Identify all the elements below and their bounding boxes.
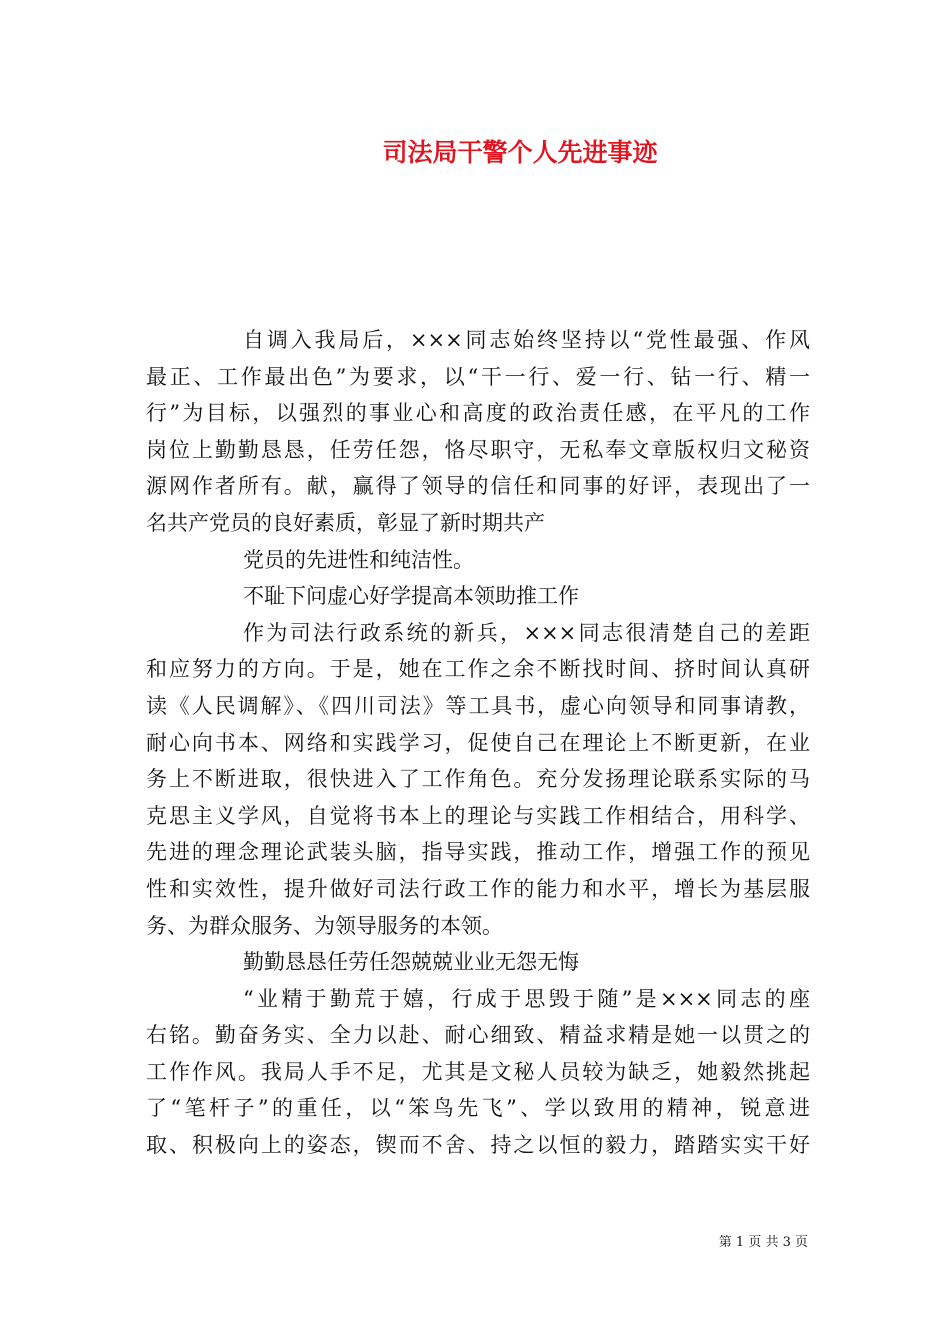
text-line: 右铭。勤奋务实、全力以赴、耐心细致、精益求精是她一以贯之的 bbox=[146, 1023, 810, 1048]
text-line: 克思主义学风，自觉将书本上的理论与实践工作相结合，用科学、 bbox=[146, 803, 810, 828]
text-line: 党员的先进性和纯洁性。 bbox=[243, 547, 474, 572]
text-line: 自调入我局后，×××同志始终坚持以“党性最强、作风 bbox=[243, 328, 810, 352]
text-line: 勤勤恳恳任劳任怨兢兢业业无怨无悔 bbox=[243, 950, 579, 975]
text-line: 读《人民调解》、《四川司法》等工具书，虚心向领导和同事请教， bbox=[146, 693, 810, 718]
text-line: 先进的理念理论武装头脑，指导实践，推动工作，增强工作的预见 bbox=[146, 840, 810, 865]
text-line: 最正、工作最出色”为要求，以“干一行、爱一行、钻一行、精一 bbox=[146, 364, 810, 389]
text-line: 和应努力的方向。于是，她在工作之余不断找时间、挤时间认真研 bbox=[146, 657, 810, 682]
text-line: “业精于勤荒于嬉，行成于思毁于随”是×××同志的座 bbox=[243, 986, 810, 1011]
text-line: 取、积极向上的姿态，锲而不舍、持之以恒的毅力，踏踏实实干好 bbox=[146, 1133, 810, 1158]
text-line: 耐心向书本、网络和实践学习，促使自己在理论上不断更新，在业 bbox=[146, 730, 810, 755]
text-line: 作为司法行政系统的新兵，×××同志很清楚自己的差距 bbox=[243, 620, 810, 645]
document-body bbox=[146, 322, 810, 1164]
text-line: 工作作风。我局人手不足，尤其是文秘人员较为缺乏，她毅然挑起 bbox=[146, 1059, 810, 1084]
page-footer: 第 1 页 共 3 页 bbox=[718, 1235, 808, 1250]
text-line: 源网作者所有。献，赢得了领导的信任和同事的好评，表现出了一 bbox=[146, 474, 810, 499]
text-line: 务、为群众服务、为领导服务的本领。 bbox=[146, 913, 503, 938]
text-line: 名共产党员的良好素质，彰显了新时期共产 bbox=[146, 510, 545, 535]
text-line: 岗位上勤勤恳恳，任劳任怨，恪尽职守，无私奉文章版权归文秘资 bbox=[146, 437, 810, 462]
text-line: 务上不断进取，很快进入了工作角色。充分发扬理论联系实际的马 bbox=[146, 767, 810, 792]
document-title: 司法局干警个人先进事迹 bbox=[382, 138, 658, 167]
text-line: 不耻下问虚心好学提高本领助推工作 bbox=[243, 584, 579, 609]
text-line: 了“笔杆子”的重任，以“笨鸟先飞”、学以致用的精神，锐意进 bbox=[146, 1096, 810, 1121]
text-line: 性和实效性，提升做好司法行政工作的能力和水平，增长为基层服 bbox=[146, 876, 810, 901]
text-line: 行”为目标，以强烈的事业心和高度的政治责任感，在平凡的工作 bbox=[146, 401, 810, 426]
